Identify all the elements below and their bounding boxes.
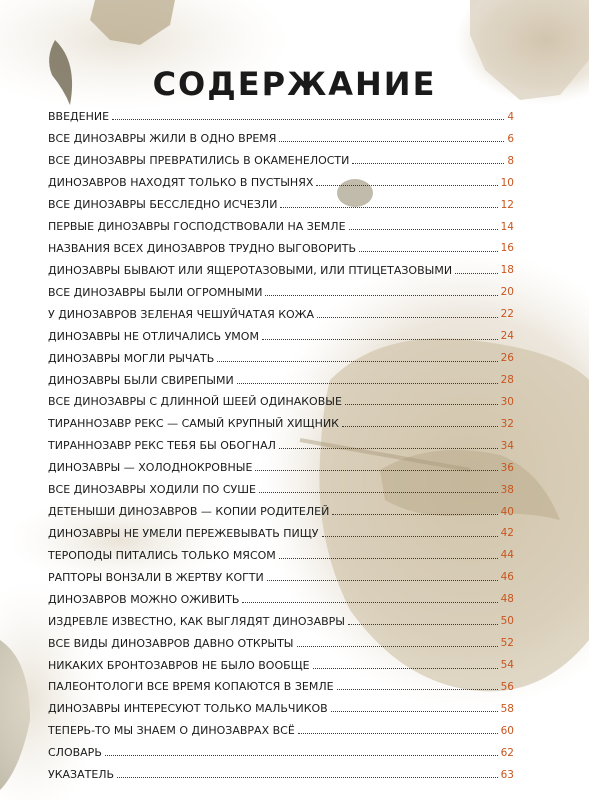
toc-dot-leader (348, 624, 498, 625)
toc-page-number: 30 (500, 395, 514, 408)
toc-page-number: 38 (500, 483, 514, 496)
toc-dot-leader (262, 339, 498, 340)
toc-entry-title: ПАЛЕОНТОЛОГИ ВСЕ ВРЕМЯ КОПАЮТСЯ В ЗЕМЛЕ (48, 680, 334, 694)
toc-page-number: 10 (500, 176, 514, 189)
toc-entry[interactable] (48, 325, 514, 347)
toc-entry-title: ДИНОЗАВРЫ — ХОЛОДНОКРОВНЫЕ (48, 461, 253, 475)
toc-entry[interactable] (48, 544, 514, 566)
toc-entry-title: ТИРАННОЗАВР РЕКС ТЕБЯ БЫ ОБОГНАЛ (48, 439, 276, 453)
toc-entry-title: ДИНОЗАВРОВ МОЖНО ОЖИВИТЬ (48, 592, 240, 606)
toc-entry[interactable] (48, 588, 514, 610)
toc-entry[interactable] (48, 523, 514, 545)
toc-dot-leader (298, 733, 498, 734)
toc-page-number: 12 (500, 198, 514, 211)
toc-entry-title: ВСЕ ДИНОЗАВРЫ ХОДИЛИ ПО СУШЕ (48, 483, 256, 497)
toc-entry-title: УКАЗАТЕЛЬ (48, 768, 115, 782)
toc-page-number: 32 (500, 417, 514, 430)
toc-dot-leader (349, 229, 498, 230)
toc-entry[interactable] (48, 238, 514, 260)
toc-page-number: 52 (500, 637, 514, 650)
toc-dot-leader (279, 558, 498, 559)
toc-entry-title: НИКАКИХ БРОНТОЗАВРОВ НЕ БЫЛО ВООБЩЕ (48, 658, 310, 672)
toc-entry[interactable] (48, 676, 514, 698)
toc-entry-title: ДИНОЗАВРЫ МОГЛИ РЫЧАТЬ (48, 351, 215, 365)
toc-dot-leader (322, 536, 498, 537)
toc-page-number: 40 (500, 505, 514, 518)
toc-page-number: 63 (500, 768, 514, 781)
toc-page-number: 18 (500, 264, 514, 277)
toc-entry-title: ДИНОЗАВРЫ НЕ УМЕЛИ ПЕРЕЖЕВЫВАТЬ ПИЩУ (48, 526, 319, 540)
toc-entry[interactable] (48, 216, 514, 238)
toc-entry[interactable] (48, 303, 514, 325)
toc-entry[interactable] (48, 610, 514, 632)
toc-entry[interactable] (48, 566, 514, 588)
toc-dot-leader (265, 295, 497, 296)
toc-page-number: 56 (500, 680, 514, 693)
toc-entry-title: ВСЕ ДИНОЗАВРЫ ЖИЛИ В ОДНО ВРЕМЯ (48, 132, 277, 146)
toc-entry[interactable] (48, 742, 514, 764)
toc-entry-title: У ДИНОЗАВРОВ ЗЕЛЕНАЯ ЧЕШУЙЧАТАЯ КОЖА (48, 307, 315, 321)
toc-dot-leader (117, 777, 498, 778)
toc-dot-leader (105, 755, 498, 756)
toc-dot-leader (242, 602, 497, 603)
toc-entry[interactable] (48, 413, 514, 435)
toc-entry[interactable] (48, 347, 514, 369)
toc-entry-title: ПЕРВЫЕ ДИНОЗАВРЫ ГОСПОДСТВОВАЛИ НА ЗЕМЛЕ (48, 220, 346, 234)
toc-dot-leader (332, 514, 497, 515)
toc-entry[interactable] (48, 281, 514, 303)
toc-dot-leader (342, 426, 498, 427)
toc-dot-leader (259, 492, 498, 493)
toc-entry[interactable] (48, 457, 514, 479)
toc-page-number: 36 (500, 461, 514, 474)
toc-entry-title: ТЕРОПОДЫ ПИТАЛИСЬ ТОЛЬКО МЯСОМ (48, 548, 276, 562)
toc-page-number: 54 (500, 659, 514, 671)
toc-entry-title: ТЕПЕРЬ-ТО МЫ ЗНАЕМ О ДИНОЗАВРАХ ВСЁ (48, 724, 295, 738)
toc-page-number: 24 (500, 330, 514, 343)
toc-page-number: 58 (500, 702, 514, 715)
toc-page-number: 28 (500, 374, 514, 387)
toc-dot-leader (279, 141, 504, 142)
toc-entry-title: ВСЕ ДИНОЗАВРЫ ПРЕВРАТИЛИСЬ В ОКАМЕНЕЛОСТИ (48, 154, 350, 168)
toc-entry-title: ДИНОЗАВРЫ БЫВАЮТ ИЛИ ЯЩЕРОТАЗОВЫМИ, ИЛИ ПТИЦЕТАЗОВЫМИ (48, 263, 453, 277)
toc-dot-leader (455, 273, 498, 274)
toc-entry-title: ВСЕ ДИНОЗАВРЫ БЕССЛЕДНО ИСЧЕЗЛИ (48, 198, 278, 212)
toc-dot-leader (267, 580, 498, 581)
toc-page-number: 48 (500, 593, 514, 606)
toc-page-number: 20 (500, 286, 514, 299)
toc-dot-leader (316, 185, 497, 186)
toc-page-number: 6 (507, 132, 514, 145)
toc-page-number: 4 (507, 110, 514, 123)
toc-entry[interactable] (48, 435, 514, 457)
toc-dot-leader (331, 711, 498, 712)
toc-entry-title: ДИНОЗАВРОВ НАХОДЯТ ТОЛЬКО В ПУСТЫНЯХ (48, 176, 314, 190)
toc-entry-title: ДИНОЗАВРЫ ИНТЕРЕСУЮТ ТОЛЬКО МАЛЬЧИКОВ (48, 702, 328, 716)
toc-page-number: 14 (500, 220, 514, 233)
toc-entry-title: ТИРАННОЗАВР РЕКС — САМЫЙ КРУПНЫЙ ХИЩНИК (48, 417, 339, 431)
toc-entry[interactable] (48, 106, 514, 128)
toc-entry-title: ДЕТЕНЫШИ ДИНОЗАВРОВ — КОПИИ РОДИТЕЛЕЙ (48, 505, 330, 519)
toc-dot-leader (280, 207, 497, 208)
toc-entry[interactable] (48, 369, 514, 391)
toc-dot-leader (317, 317, 498, 318)
toc-entry-title: ВСЕ ВИДЫ ДИНОЗАВРОВ ДАВНО ОТКРЫТЫ (48, 636, 294, 650)
toc-entry[interactable] (48, 654, 514, 676)
toc-dot-leader (313, 668, 498, 669)
toc-page-number: 16 (500, 242, 514, 255)
toc-entry[interactable] (48, 391, 514, 413)
toc-entry[interactable] (48, 172, 514, 194)
toc-entry[interactable] (48, 698, 514, 720)
toc-page-number: 26 (500, 352, 514, 365)
toc-dot-leader (217, 361, 497, 362)
toc-page-number: 62 (500, 746, 514, 759)
toc-entry[interactable] (48, 259, 514, 281)
toc-page-number: 50 (500, 615, 514, 628)
toc-entry[interactable] (48, 764, 514, 786)
toc-entry[interactable] (48, 194, 514, 216)
toc-entry-title: РАПТОРЫ ВОНЗАЛИ В ЖЕРТВУ КОГТИ (48, 570, 264, 584)
toc-dot-leader (337, 689, 498, 690)
toc-entry-title: НАЗВАНИЯ ВСЕХ ДИНОЗАВРОВ ТРУДНО ВЫГОВОРИТЬ (48, 241, 357, 255)
toc-entry[interactable] (48, 501, 514, 523)
toc-entry[interactable] (48, 479, 514, 501)
toc-page-number: 22 (500, 308, 514, 321)
toc-entry-title: СЛОВАРЬ (48, 746, 102, 760)
toc-dot-leader (255, 470, 497, 471)
toc-dot-leader (297, 646, 498, 647)
toc-entry[interactable] (48, 720, 514, 742)
toc-dot-leader (112, 119, 504, 120)
toc-entry[interactable] (48, 632, 514, 654)
toc-entry[interactable] (48, 150, 514, 172)
toc-page-number: 8 (507, 154, 514, 167)
toc-dot-leader (279, 448, 498, 449)
toc-page-number: 60 (500, 724, 514, 737)
toc-entry-title: ДИНОЗАВРЫ НЕ ОТЛИЧАЛИСЬ УМОМ (48, 329, 259, 343)
toc-dot-leader (352, 163, 504, 164)
toc-entry-title: ДИНОЗАВРЫ БЫЛИ СВИРЕПЫМИ (48, 373, 234, 387)
toc-entry-title: ВВЕДЕНИЕ (48, 110, 110, 124)
toc-dot-leader (359, 251, 498, 252)
toc-entry-title: ВСЕ ДИНОЗАВРЫ С ДЛИННОЙ ШЕЕЙ ОДИНАКОВЫЕ (48, 395, 342, 409)
toc-entry-title: ВСЕ ДИНОЗАВРЫ БЫЛИ ОГРОМНЫМИ (48, 285, 263, 299)
toc-page-number: 34 (500, 439, 514, 452)
toc-dot-leader (237, 383, 498, 384)
toc-page-number: 42 (500, 527, 514, 540)
toc-entry[interactable] (48, 128, 514, 150)
toc-dot-leader (345, 404, 498, 405)
page-title: СОДЕРЖАНИЕ (152, 65, 437, 104)
table-of-contents (48, 106, 514, 786)
toc-page-number: 44 (500, 549, 514, 562)
toc-entry-title: ИЗДРЕВЛЕ ИЗВЕСТНО, КАК ВЫГЛЯДЯТ ДИНОЗАВРЫ (48, 614, 346, 628)
toc-page-number: 46 (500, 571, 514, 584)
